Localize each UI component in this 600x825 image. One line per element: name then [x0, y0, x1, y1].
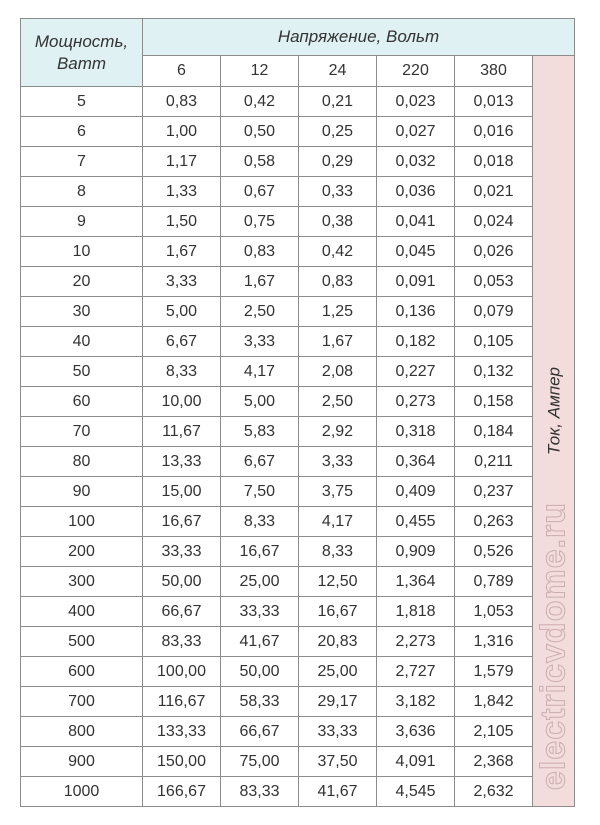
current-value-cell: 5,00: [143, 297, 221, 327]
current-column: [533, 56, 575, 807]
current-value-cell: 1,50: [143, 207, 221, 237]
current-value-cell: 0,50: [221, 117, 299, 147]
current-value-cell: 0,045: [377, 237, 455, 267]
current-value-cell: 0,25: [299, 117, 377, 147]
current-value-cell: 33,33: [221, 597, 299, 627]
current-value-cell: 0,409: [377, 477, 455, 507]
current-value-cell: 33,33: [299, 717, 377, 747]
current-value-cell: 4,17: [221, 357, 299, 387]
current-value-cell: 0,032: [377, 147, 455, 177]
current-value-cell: 0,105: [455, 327, 533, 357]
current-value-cell: 10,00: [143, 387, 221, 417]
current-value-cell: 7,50: [221, 477, 299, 507]
current-value-cell: 2,08: [299, 357, 377, 387]
current-value-cell: 0,75: [221, 207, 299, 237]
current-value-cell: 3,75: [299, 477, 377, 507]
current-value-cell: 5,83: [221, 417, 299, 447]
table-row: [21, 597, 575, 627]
current-value-cell: 6,67: [143, 327, 221, 357]
power-cell: 100: [21, 507, 143, 537]
table-row: [21, 117, 575, 147]
power-current-table: [20, 18, 575, 807]
current-value-cell: 50,00: [221, 657, 299, 687]
current-value-cell: 12,50: [299, 567, 377, 597]
current-value-cell: 0,789: [455, 567, 533, 597]
current-value-cell: 2,632: [455, 777, 533, 807]
current-value-cell: 0,091: [377, 267, 455, 297]
current-value-cell: 20,83: [299, 627, 377, 657]
current-value-cell: 0,58: [221, 147, 299, 177]
current-value-cell: 41,67: [299, 777, 377, 807]
table-row: [21, 717, 575, 747]
watermark: electricvdome.ru: [534, 501, 572, 791]
current-value-cell: 0,211: [455, 447, 533, 477]
power-cell: 1000: [21, 777, 143, 807]
current-value-cell: 6,67: [221, 447, 299, 477]
table-row: [21, 507, 575, 537]
voltage-value-header: 12: [221, 56, 299, 87]
current-value-cell: 3,33: [299, 447, 377, 477]
current-value-cell: 29,17: [299, 687, 377, 717]
table-row: [21, 237, 575, 267]
current-value-cell: 1,25: [299, 297, 377, 327]
power-cell: 70: [21, 417, 143, 447]
power-cell: 200: [21, 537, 143, 567]
current-value-cell: 1,67: [143, 237, 221, 267]
current-value-cell: 0,83: [299, 267, 377, 297]
current-value-cell: 83,33: [221, 777, 299, 807]
table-row: [21, 267, 575, 297]
table-row: [21, 777, 575, 807]
current-value-cell: 25,00: [221, 567, 299, 597]
voltage-value-header: 6: [143, 56, 221, 87]
current-value-cell: 0,42: [221, 87, 299, 117]
power-cell: 80: [21, 447, 143, 477]
current-value-cell: 0,053: [455, 267, 533, 297]
current-value-cell: 75,00: [221, 747, 299, 777]
voltage-value-header: 220: [377, 56, 455, 87]
power-cell: 6: [21, 117, 143, 147]
current-value-cell: 4,091: [377, 747, 455, 777]
table-row: [21, 627, 575, 657]
power-cell: 7: [21, 147, 143, 177]
current-value-cell: 58,33: [221, 687, 299, 717]
voltage-value-header: 24: [299, 56, 377, 87]
current-value-cell: 25,00: [299, 657, 377, 687]
current-value-cell: 16,67: [299, 597, 377, 627]
current-value-cell: 0,83: [143, 87, 221, 117]
table-row: [21, 327, 575, 357]
table-row: [21, 687, 575, 717]
power-cell: 400: [21, 597, 143, 627]
current-value-cell: 0,023: [377, 87, 455, 117]
table-row: [21, 297, 575, 327]
current-value-cell: 41,67: [221, 627, 299, 657]
current-value-cell: 8,33: [143, 357, 221, 387]
current-value-cell: 0,021: [455, 177, 533, 207]
current-value-cell: 2,368: [455, 747, 533, 777]
power-cell: 30: [21, 297, 143, 327]
current-value-cell: 0,227: [377, 357, 455, 387]
current-value-cell: 1,67: [299, 327, 377, 357]
current-value-cell: 1,364: [377, 567, 455, 597]
current-value-cell: 3,33: [221, 327, 299, 357]
power-cell: 40: [21, 327, 143, 357]
current-value-cell: 2,727: [377, 657, 455, 687]
current-value-cell: 66,67: [221, 717, 299, 747]
current-value-cell: 1,579: [455, 657, 533, 687]
current-value-cell: 4,17: [299, 507, 377, 537]
table-row: [21, 477, 575, 507]
current-value-cell: 1,67: [221, 267, 299, 297]
current-value-cell: 83,33: [143, 627, 221, 657]
table-row: [21, 207, 575, 237]
power-cell: 5: [21, 87, 143, 117]
current-value-cell: 13,33: [143, 447, 221, 477]
current-value-cell: 0,027: [377, 117, 455, 147]
current-value-cell: 4,545: [377, 777, 455, 807]
current-value-cell: 5,00: [221, 387, 299, 417]
current-value-cell: 1,842: [455, 687, 533, 717]
current-column-inner: [533, 56, 574, 806]
current-value-cell: 1,053: [455, 597, 533, 627]
power-cell: 300: [21, 567, 143, 597]
current-value-cell: 2,105: [455, 717, 533, 747]
current-value-cell: 0,38: [299, 207, 377, 237]
current-value-cell: 3,33: [143, 267, 221, 297]
table-row: [21, 147, 575, 177]
power-cell: 20: [21, 267, 143, 297]
power-cell: 50: [21, 357, 143, 387]
current-value-cell: 3,182: [377, 687, 455, 717]
current-value-cell: 0,132: [455, 357, 533, 387]
power-header-label: Мощность, Ватт: [34, 31, 129, 73]
current-value-cell: 0,079: [455, 297, 533, 327]
current-value-cell: 0,526: [455, 537, 533, 567]
table-row: [21, 567, 575, 597]
power-cell: 8: [21, 177, 143, 207]
current-value-cell: 0,184: [455, 417, 533, 447]
current-value-cell: 2,50: [221, 297, 299, 327]
current-value-cell: 0,364: [377, 447, 455, 477]
current-value-cell: 3,636: [377, 717, 455, 747]
current-value-cell: 0,318: [377, 417, 455, 447]
power-cell: 800: [21, 717, 143, 747]
current-value-cell: 33,33: [143, 537, 221, 567]
current-value-cell: 2,92: [299, 417, 377, 447]
current-value-cell: 16,67: [221, 537, 299, 567]
current-value-cell: 0,026: [455, 237, 533, 267]
table-row: [21, 387, 575, 417]
current-value-cell: 0,83: [221, 237, 299, 267]
table-row: [21, 537, 575, 567]
current-value-cell: 8,33: [221, 507, 299, 537]
current-value-cell: 0,21: [299, 87, 377, 117]
current-value-cell: 0,041: [377, 207, 455, 237]
current-value-cell: 0,182: [377, 327, 455, 357]
current-value-cell: 0,013: [455, 87, 533, 117]
current-value-cell: 0,237: [455, 477, 533, 507]
table-row: [21, 417, 575, 447]
current-value-cell: 0,158: [455, 387, 533, 417]
current-value-cell: 0,909: [377, 537, 455, 567]
current-value-cell: 0,67: [221, 177, 299, 207]
current-value-cell: 0,273: [377, 387, 455, 417]
current-value-cell: 66,67: [143, 597, 221, 627]
current-value-cell: 1,818: [377, 597, 455, 627]
header-row-voltage: [21, 19, 575, 56]
current-value-cell: 100,00: [143, 657, 221, 687]
current-value-cell: 0,036: [377, 177, 455, 207]
table-row: [21, 357, 575, 387]
power-cell: 90: [21, 477, 143, 507]
current-value-cell: 1,316: [455, 627, 533, 657]
current-value-cell: 0,136: [377, 297, 455, 327]
power-cell: 900: [21, 747, 143, 777]
current-value-cell: 0,33: [299, 177, 377, 207]
table-row: [21, 657, 575, 687]
power-cell: 9: [21, 207, 143, 237]
current-value-cell: 2,273: [377, 627, 455, 657]
current-value-cell: 16,67: [143, 507, 221, 537]
table-row: [21, 87, 575, 117]
power-cell: 10: [21, 237, 143, 267]
current-value-cell: 15,00: [143, 477, 221, 507]
current-value-cell: 133,33: [143, 717, 221, 747]
current-value-cell: 0,29: [299, 147, 377, 177]
table-row: [21, 177, 575, 207]
current-value-cell: 37,50: [299, 747, 377, 777]
voltage-value-header: 380: [455, 56, 533, 87]
power-cell: 700: [21, 687, 143, 717]
power-cell: 600: [21, 657, 143, 687]
current-value-cell: 11,67: [143, 417, 221, 447]
voltage-header: Напряжение, Вольт: [143, 19, 575, 56]
current-value-cell: 150,00: [143, 747, 221, 777]
power-cell: 60: [21, 387, 143, 417]
current-value-cell: 0,016: [455, 117, 533, 147]
current-value-cell: 0,263: [455, 507, 533, 537]
table-row: [21, 447, 575, 477]
power-cell: 500: [21, 627, 143, 657]
current-value-cell: 166,67: [143, 777, 221, 807]
power-header: [21, 19, 143, 87]
current-value-cell: 116,67: [143, 687, 221, 717]
current-value-cell: 1,33: [143, 177, 221, 207]
current-value-cell: 1,17: [143, 147, 221, 177]
current-value-cell: 8,33: [299, 537, 377, 567]
current-value-cell: 2,50: [299, 387, 377, 417]
current-value-cell: 0,455: [377, 507, 455, 537]
current-value-cell: 50,00: [143, 567, 221, 597]
current-value-cell: 0,018: [455, 147, 533, 177]
current-value-cell: 0,024: [455, 207, 533, 237]
current-label: Ток, Ампер: [544, 366, 563, 456]
current-value-cell: 0,42: [299, 237, 377, 267]
current-value-cell: 1,00: [143, 117, 221, 147]
table-row: [21, 747, 575, 777]
